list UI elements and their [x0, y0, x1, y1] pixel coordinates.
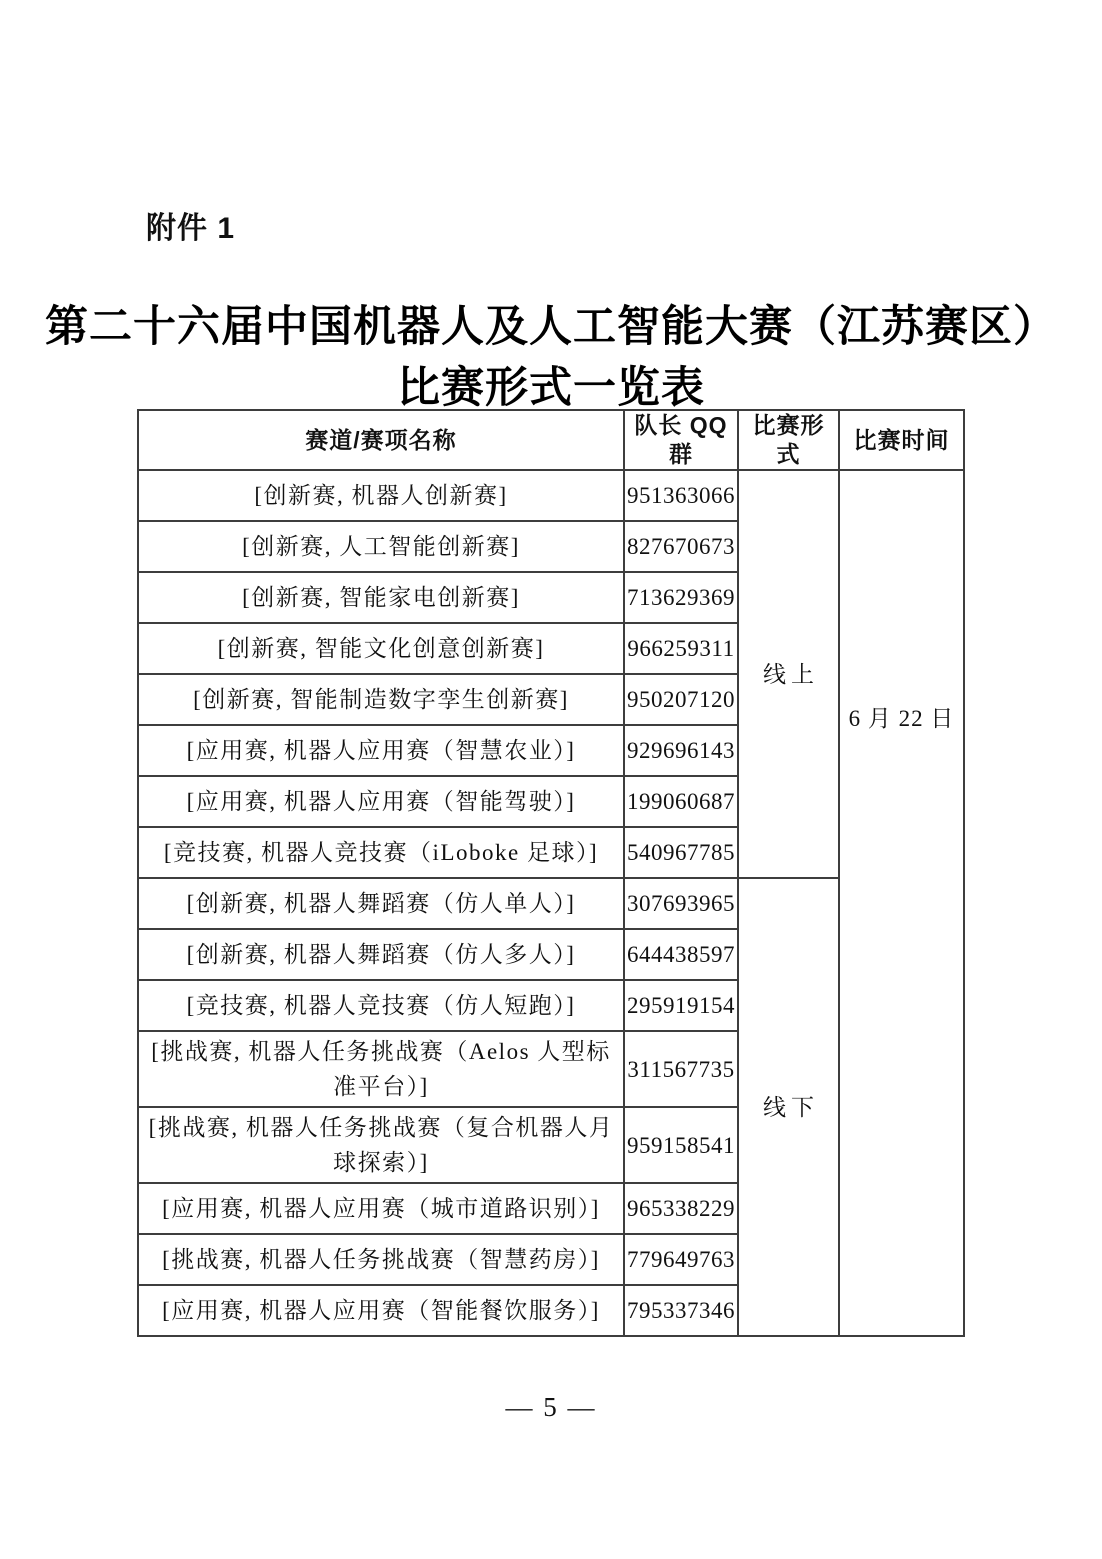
header-track-name: 赛道/赛项名称 [138, 410, 624, 470]
qq-group-cell: 951363066 [624, 470, 738, 521]
qq-group-cell: 307693965 [624, 878, 738, 929]
competition-name-cell: [创新赛, 机器人创新赛] [138, 470, 624, 521]
qq-group-cell: 959158541 [624, 1107, 738, 1183]
attachment-label: 附件 1 [146, 212, 236, 245]
qq-group-cell: 827670673 [624, 521, 738, 572]
competition-name-cell: [创新赛, 机器人舞蹈赛（仿人单人）] [138, 878, 624, 929]
competition-name-cell: [竞技赛, 机器人竞技赛（iLoboke 足球）] [138, 827, 624, 878]
competition-name-cell: [挑战赛, 机器人任务挑战赛（复合机器人月球探索）] [138, 1107, 624, 1183]
competition-name-cell: [挑战赛, 机器人任务挑战赛（Aelos 人型标准平台）] [138, 1031, 624, 1107]
competition-name-cell: [创新赛, 智能文化创意创新赛] [138, 623, 624, 674]
qq-group-cell: 966259311 [624, 623, 738, 674]
document-title-line1: 第二十六届中国机器人及人工智能大赛（江苏赛区） [45, 304, 1057, 351]
qq-group-cell: 644438597 [624, 929, 738, 980]
qq-group-cell: 311567735 [624, 1031, 738, 1107]
table-header-row [138, 410, 964, 470]
qq-group-cell: 929696143 [624, 725, 738, 776]
header-competition-time: 比赛时间 [839, 410, 964, 470]
header-captain-qq-group: 队长 QQ 群 [624, 410, 738, 470]
competition-time-text: 6 月 22 日 [848, 705, 955, 731]
table-row [138, 470, 964, 521]
competition-name-cell: [创新赛, 智能家电创新赛] [138, 572, 624, 623]
qq-group-cell: 295919154 [624, 980, 738, 1031]
form-online-cell: 线上 [738, 470, 839, 878]
competition-name-cell: [挑战赛, 机器人任务挑战赛（智慧药房）] [138, 1234, 624, 1285]
competition-name-cell: [创新赛, 人工智能创新赛] [138, 521, 624, 572]
qq-group-cell: 779649763 [624, 1234, 738, 1285]
competition-name-cell: [应用赛, 机器人应用赛（智能驾驶）] [138, 776, 624, 827]
page-number: — 5 — [505, 1392, 597, 1422]
header-competition-form: 比赛形式 [738, 410, 839, 470]
qq-group-cell: 965338229 [624, 1183, 738, 1234]
competition-time-cell [839, 470, 964, 1336]
document-title-line2: 比赛形式一览表 [397, 365, 705, 412]
qq-group-cell: 713629369 [624, 572, 738, 623]
competition-name-cell: [创新赛, 机器人舞蹈赛（仿人多人）] [138, 929, 624, 980]
qq-group-cell: 199060687 [624, 776, 738, 827]
competition-format-table [137, 409, 965, 1337]
competition-name-cell: [应用赛, 机器人应用赛（智能餐饮服务）] [138, 1285, 624, 1336]
qq-group-cell: 795337346 [624, 1285, 738, 1336]
competition-name-cell: [应用赛, 机器人应用赛（城市道路识别）] [138, 1183, 624, 1234]
qq-group-cell: 950207120 [624, 674, 738, 725]
document-title [0, 297, 1102, 419]
competition-name-cell: [应用赛, 机器人应用赛（智慧农业）] [138, 725, 624, 776]
qq-group-cell: 540967785 [624, 827, 738, 878]
form-offline-cell: 线下 [738, 878, 839, 1336]
competition-name-cell: [竞技赛, 机器人竞技赛（仿人短跑）] [138, 980, 624, 1031]
competition-name-cell: [创新赛, 智能制造数字孪生创新赛] [138, 674, 624, 725]
